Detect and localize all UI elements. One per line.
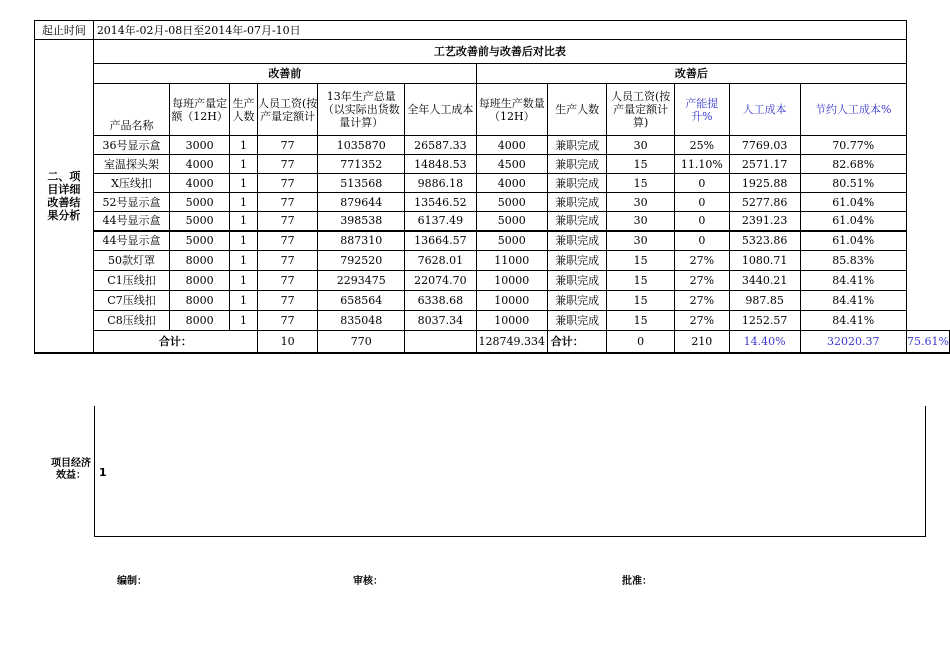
cell-after-output: 10000 <box>476 291 547 311</box>
col-wage: 人员工资(按产量定额计 <box>257 84 318 136</box>
cell-after-workers: 兼职完成 <box>547 174 607 193</box>
cell-wage: 77 <box>257 174 318 193</box>
cell-workers: 1 <box>230 136 258 155</box>
cell-workers: 1 <box>230 193 258 212</box>
table-row <box>35 174 950 193</box>
cell-wage: 77 <box>257 212 318 231</box>
cell-product: 36号显示盒 <box>93 136 169 155</box>
table-row <box>35 155 950 174</box>
cell-quota: 5000 <box>170 193 230 212</box>
reviewed-by-label: 审核： <box>353 576 383 587</box>
cell-product: X压线扣 <box>93 174 169 193</box>
cell-after-workers: 兼职完成 <box>547 212 607 231</box>
cell-cost: 2571.17 <box>729 155 800 174</box>
cell-after-workers: 兼职完成 <box>547 311 607 331</box>
cell-saving: 84.41% <box>800 291 907 311</box>
cell-cost: 1252.57 <box>729 311 800 331</box>
cell-cost: 2391.23 <box>729 212 800 231</box>
cell-quota: 4000 <box>170 155 230 174</box>
after-section-label: 改善后 <box>476 64 906 84</box>
total-wage: 770 <box>318 331 405 353</box>
cell-workers: 1 <box>230 251 258 271</box>
period-label: 起止时间 <box>35 21 94 40</box>
cell-total: 771352 <box>318 155 405 174</box>
prepared-by-label: 编制： <box>117 576 147 587</box>
cell-after-output: 10000 <box>476 271 547 291</box>
cell-workers: 1 <box>230 231 258 251</box>
cell-after-output: 4500 <box>476 155 547 174</box>
cell-product: 50款灯罩 <box>93 251 169 271</box>
cell-wage: 77 <box>257 136 318 155</box>
cell-annual: 14848.53 <box>405 155 477 174</box>
economic-benefit-label: 项目经济效益： <box>51 458 91 481</box>
cell-after-wage: 15 <box>607 291 674 311</box>
cell-after-wage: 30 <box>607 136 674 155</box>
cell-after-workers: 兼职完成 <box>547 193 607 212</box>
total-saving-pct: 75.61% <box>907 331 950 353</box>
cell-workers: 1 <box>230 212 258 231</box>
total-annual-cost: 128749.334 <box>476 331 547 353</box>
col-capacity-up: 产能提升% <box>674 84 729 136</box>
totals-label: 合计： <box>93 331 257 353</box>
total-output-empty <box>405 331 477 353</box>
cell-product: 44号显示盒 <box>93 212 169 231</box>
comparison-sheet <box>34 20 950 354</box>
cell-product: C7压线扣 <box>93 291 169 311</box>
cell-saving: 80.51% <box>800 174 907 193</box>
cell-after-wage: 30 <box>607 193 674 212</box>
table-row <box>35 291 950 311</box>
economic-benefit-box <box>94 406 926 537</box>
cell-annual: 22074.70 <box>405 271 477 291</box>
cell-after-workers: 兼职完成 <box>547 155 607 174</box>
cell-quota: 3000 <box>170 136 230 155</box>
col-after-output: 每班生产数量（12H） <box>476 84 547 136</box>
cell-product: 室温探头架 <box>93 155 169 174</box>
cell-total: 398538 <box>318 212 405 231</box>
total-after-wage: 210 <box>674 331 729 353</box>
cell-up: 27% <box>674 311 729 331</box>
cell-up: 27% <box>674 271 729 291</box>
cell-up: 27% <box>674 251 729 271</box>
cell-after-workers: 兼职完成 <box>547 251 607 271</box>
table-row <box>35 136 950 155</box>
cell-annual: 8037.34 <box>405 311 477 331</box>
cell-total: 887310 <box>318 231 405 251</box>
side-label: 二、项目详细改善结果分析 <box>35 40 94 353</box>
cell-quota: 8000 <box>170 311 230 331</box>
cell-workers: 1 <box>230 271 258 291</box>
cell-after-output: 11000 <box>476 251 547 271</box>
cell-after-workers: 兼职完成 <box>547 231 607 251</box>
cell-total: 835048 <box>318 311 405 331</box>
cell-wage: 77 <box>257 291 318 311</box>
cell-total: 2293475 <box>318 271 405 291</box>
table-row <box>35 271 950 291</box>
col-after-workers: 生产人数 <box>547 84 607 136</box>
cell-saving: 85.83% <box>800 251 907 271</box>
total-capacity-up: 14.40% <box>729 331 800 353</box>
cell-cost: 1080.71 <box>729 251 800 271</box>
totals-row <box>35 331 950 353</box>
period-value: 2014年-02月-08日至2014年-07月-10日 <box>93 21 906 40</box>
col-workers: 生产人数 <box>230 84 258 136</box>
cell-up: 25% <box>674 136 729 155</box>
cell-wage: 77 <box>257 155 318 174</box>
cell-quota: 5000 <box>170 231 230 251</box>
before-section-label: 改善前 <box>93 64 476 84</box>
cell-after-wage: 15 <box>607 311 674 331</box>
cell-annual: 7628.01 <box>405 251 477 271</box>
table-row <box>35 231 950 251</box>
cell-saving: 70.77% <box>800 136 907 155</box>
col-annual-cost: 全年人工成本 <box>405 84 477 136</box>
total-after-workers: 0 <box>607 331 674 353</box>
cell-quota: 8000 <box>170 251 230 271</box>
table-title: 工艺改善前与改善后对比表 <box>93 40 906 64</box>
cell-up: 0 <box>674 174 729 193</box>
approved-by-label: 批准： <box>622 576 652 587</box>
cell-after-output: 5000 <box>476 193 547 212</box>
cell-up: 0 <box>674 193 729 212</box>
cell-annual: 26587.33 <box>405 136 477 155</box>
cell-saving: 61.04% <box>800 231 907 251</box>
cell-total: 658564 <box>318 291 405 311</box>
after-totals-label: 合计： <box>547 331 607 353</box>
cell-after-wage: 15 <box>607 174 674 193</box>
cell-annual: 6137.49 <box>405 212 477 231</box>
col-saving-pct: 节约人工成本% <box>800 84 907 136</box>
cell-product: C1压线扣 <box>93 271 169 291</box>
cell-workers: 1 <box>230 174 258 193</box>
cell-after-workers: 兼职完成 <box>547 136 607 155</box>
cell-quota: 8000 <box>170 271 230 291</box>
cell-workers: 1 <box>230 311 258 331</box>
cell-cost: 3440.21 <box>729 271 800 291</box>
cell-cost: 5323.86 <box>729 231 800 251</box>
table-row <box>35 212 950 231</box>
total-workers: 10 <box>257 331 318 353</box>
cell-saving: 61.04% <box>800 193 907 212</box>
cell-cost: 987.85 <box>729 291 800 311</box>
cell-product: 52号显示盒 <box>93 193 169 212</box>
cell-cost: 5277.86 <box>729 193 800 212</box>
col-labor-cost: 人工成本 <box>729 84 800 136</box>
cell-after-wage: 15 <box>607 271 674 291</box>
table-row <box>35 193 950 212</box>
col-product: 产品名称 <box>93 84 169 136</box>
table-row <box>35 251 950 271</box>
cell-after-wage: 30 <box>607 231 674 251</box>
cell-total: 513568 <box>318 174 405 193</box>
cell-total: 792520 <box>318 251 405 271</box>
cell-quota: 8000 <box>170 291 230 311</box>
col-quota: 每班产量定额（12H） <box>170 84 230 136</box>
cell-wage: 77 <box>257 251 318 271</box>
cell-quota: 4000 <box>170 174 230 193</box>
cell-annual: 13664.57 <box>405 231 477 251</box>
cell-after-wage: 15 <box>607 251 674 271</box>
cell-workers: 1 <box>230 155 258 174</box>
cell-saving: 61.04% <box>800 212 907 231</box>
cell-total: 1035870 <box>318 136 405 155</box>
col-total-output: 13年生产总量（以实际出货数量计算） <box>318 84 405 136</box>
cell-wage: 77 <box>257 271 318 291</box>
cell-wage: 77 <box>257 193 318 212</box>
comparison-table <box>34 20 950 354</box>
cell-up: 0 <box>674 231 729 251</box>
cell-after-output: 10000 <box>476 311 547 331</box>
cell-annual: 9886.18 <box>405 174 477 193</box>
cell-cost: 1925.88 <box>729 174 800 193</box>
cell-annual: 13546.52 <box>405 193 477 212</box>
cell-saving: 82.68% <box>800 155 907 174</box>
cell-up: 0 <box>674 212 729 231</box>
cell-after-wage: 30 <box>607 212 674 231</box>
cell-total: 879644 <box>318 193 405 212</box>
cell-after-wage: 15 <box>607 155 674 174</box>
table-row <box>35 311 950 331</box>
economic-benefit-value: 1 <box>99 466 107 479</box>
cell-wage: 77 <box>257 311 318 331</box>
cell-up: 11.10% <box>674 155 729 174</box>
cell-after-output: 5000 <box>476 231 547 251</box>
cell-saving: 84.41% <box>800 311 907 331</box>
cell-after-output: 4000 <box>476 136 547 155</box>
cell-workers: 1 <box>230 291 258 311</box>
total-labor-cost: 32020.37 <box>800 331 907 353</box>
cell-quota: 5000 <box>170 212 230 231</box>
cell-annual: 6338.68 <box>405 291 477 311</box>
cell-product: C8压线扣 <box>93 311 169 331</box>
cell-cost: 7769.03 <box>729 136 800 155</box>
cell-wage: 77 <box>257 231 318 251</box>
cell-after-workers: 兼职完成 <box>547 271 607 291</box>
cell-after-output: 4000 <box>476 174 547 193</box>
cell-product: 44号显示盒 <box>93 231 169 251</box>
col-after-wage: 人员工资(按产量定额计算) <box>607 84 674 136</box>
cell-after-workers: 兼职完成 <box>547 291 607 311</box>
cell-after-output: 5000 <box>476 212 547 231</box>
cell-saving: 84.41% <box>800 271 907 291</box>
cell-up: 27% <box>674 291 729 311</box>
